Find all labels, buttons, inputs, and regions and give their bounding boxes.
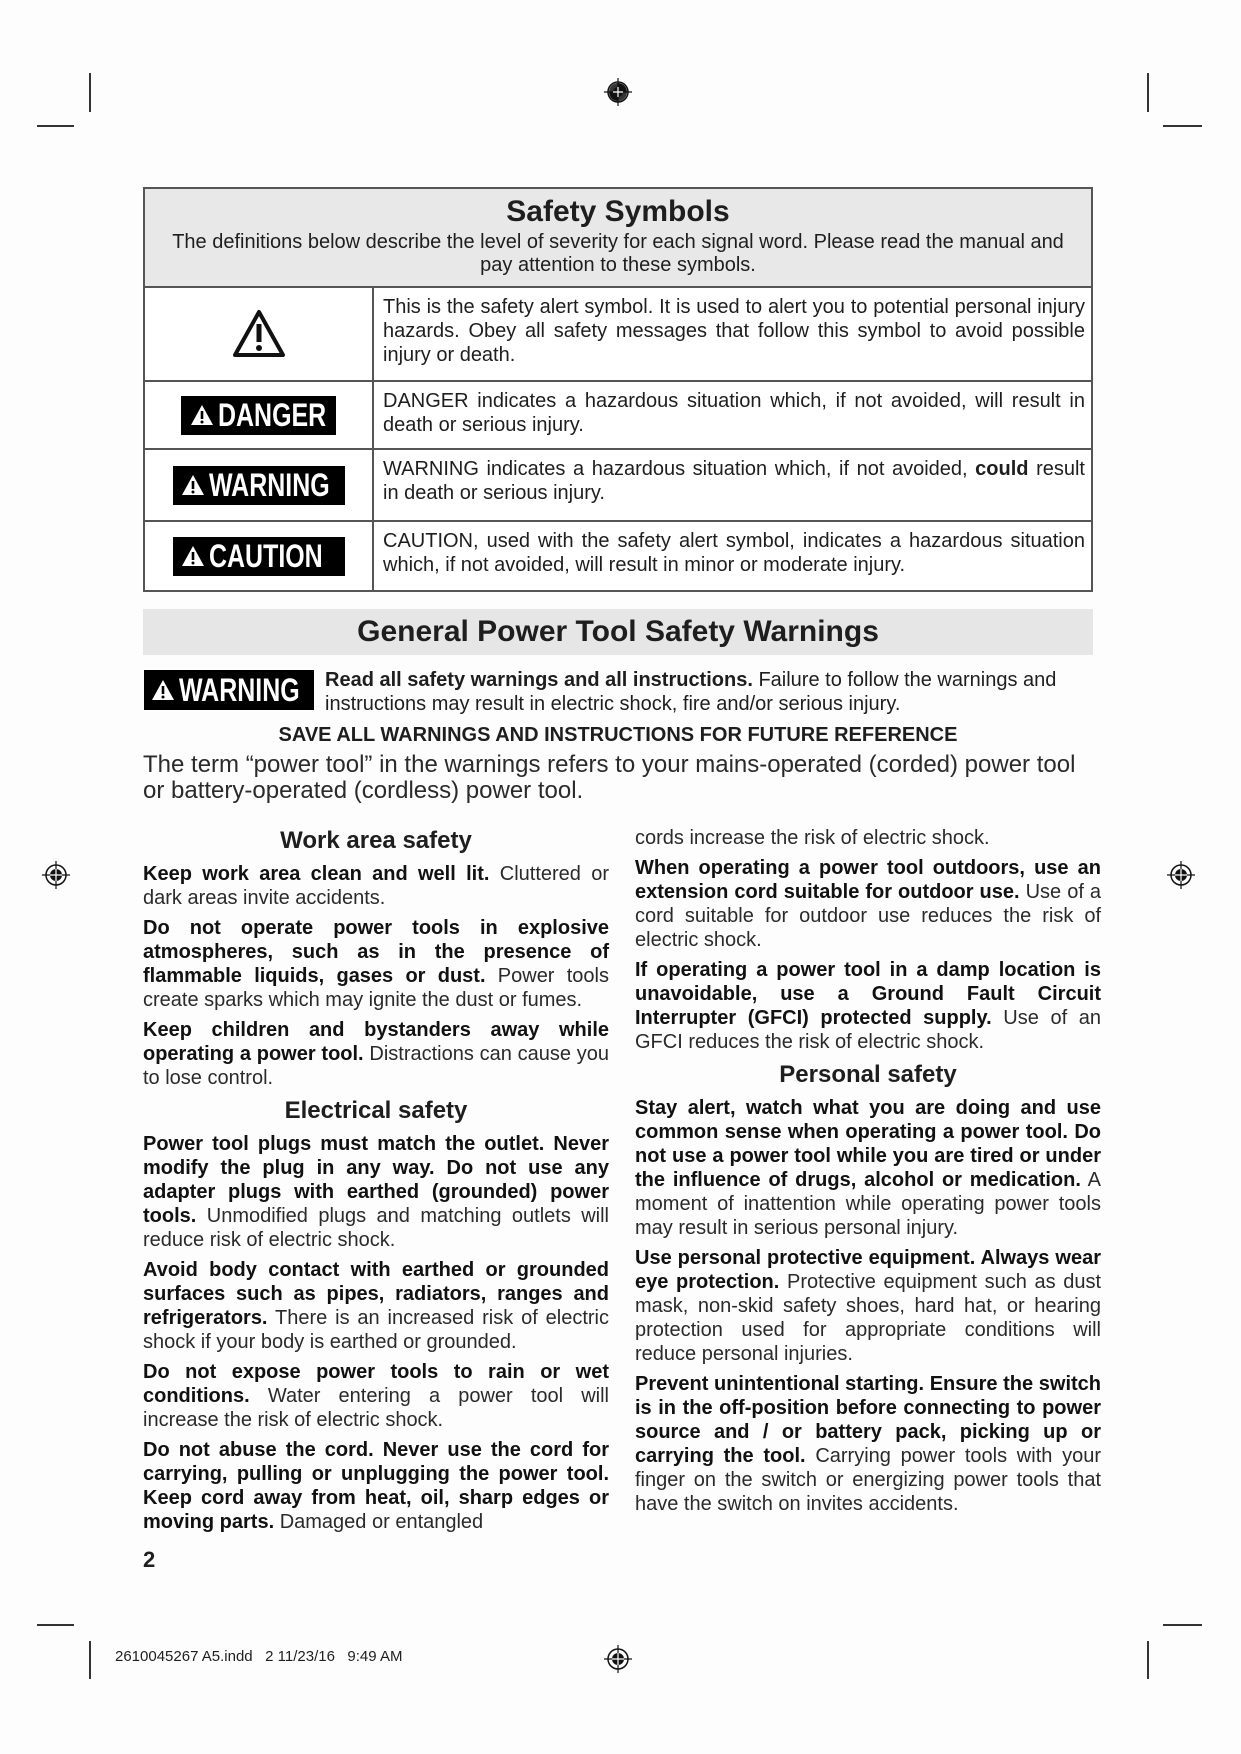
paragraph-text: There is an increased risk of electric shock if your body is earthed or grounded. (143, 1307, 609, 1353)
table-title: Safety Symbols (506, 195, 730, 228)
danger-badge (182, 397, 335, 434)
warning-badge (145, 671, 313, 709)
paragraph-bold: If operating a power tool in a damp location is unavoidable, use a Ground Fault Circuit Interrupter (GFCI) protected supply. (635, 959, 1101, 1029)
crop-mark (1147, 1641, 1149, 1679)
warning-statement (325, 668, 1105, 716)
paragraph-bold: Do not abuse the cord. Never use the cord for carrying, pulling or unplugging the power tool. Keep cord away from heat, oil, sharp edges or moving parts. (143, 1439, 609, 1533)
safety-alert-triangle-icon (231, 308, 287, 360)
symbol-cell (145, 450, 374, 520)
alert-triangle-icon (181, 474, 205, 496)
registration-mark-icon (603, 1644, 633, 1674)
paragraph-text: Unmodified plugs and matching outlets will reduce risk of electric shock. (143, 1205, 610, 1251)
symbol-cell (145, 382, 374, 448)
paragraph-text: Power tools create sparks which may ignite the dust or fumes. (143, 965, 609, 1011)
crop-mark (37, 125, 74, 127)
caution-badge (174, 538, 344, 575)
warning-bold: Read all safety warnings and all instructions. (325, 669, 753, 691)
crop-mark (1163, 125, 1202, 127)
section-title: General Power Tool Safety Warnings (143, 609, 1093, 655)
paragraph-bold: Power tool plugs must match the outlet. Never modify the plug in any way. Do not use any adapter plugs with earthed (grounded) power tools. (143, 1133, 609, 1227)
table-header (145, 189, 1091, 288)
crop-mark (37, 1624, 74, 1626)
registration-mark-icon (603, 77, 633, 107)
registration-mark-icon (1166, 860, 1196, 890)
symbol-definition: CAUTION, used with the safety alert symbol, indicates a hazardous situation which, if not avoided, will result in minor or moderate injury. (383, 530, 1085, 576)
safety-paragraph (635, 958, 1101, 1054)
save-notice: SAVE ALL WARNINGS AND INSTRUCTIONS FOR FUTURE REFERENCE (278, 724, 958, 746)
safety-symbols-table (143, 187, 1093, 592)
safety-paragraph (635, 1246, 1101, 1366)
print-slug: 2610045267 A5.indd 2 11/23/16 9:49 AM (115, 1648, 403, 1665)
paragraph-text: Protective equipment such as dust mask, non-skid safety shoes, hard hat, or hearing protection used for appropriate conditions will reduce personal injuries. (635, 1271, 1101, 1365)
paragraph-bold: Use personal protective equipment. Always wear eye protection. (635, 1247, 1101, 1293)
paragraph-bold: When operating a power tool outdoors, use an extension cord suitable for outdoor use. (635, 857, 1101, 903)
paragraph-bold: Keep work area clean and well lit. (143, 863, 490, 885)
paragraph-text: Carrying power tools with your finger on the switch or energizing power tools that have the switch on invites accidents. (635, 1445, 1102, 1515)
symbol-row-alert (145, 288, 1091, 382)
safety-paragraph (143, 1018, 609, 1090)
table-subtitle: The definitions below describe the level of severity for each signal word. Please read the manual and pay attention to these symbols. (172, 231, 1064, 276)
safety-paragraph (143, 1132, 609, 1252)
safety-paragraph (143, 1258, 609, 1354)
caution-label: CAUTION (208, 537, 323, 574)
symbol-cell (145, 288, 374, 380)
section-heading: Electrical safety (284, 1097, 468, 1124)
paragraph-text: Use of a cord suitable for outdoor use reduces the risk of electric shock. (635, 881, 1102, 951)
definition-text: WARNING indicates a hazardous situation which, if not avoided, (383, 458, 968, 480)
paragraph-bold: Keep children and bystanders away while operating a power tool. (143, 1019, 609, 1065)
definition-text: result in death or serious injury. (383, 458, 1085, 504)
alert-triangle-icon (181, 545, 205, 567)
crop-mark (1163, 1624, 1202, 1626)
alert-triangle-icon (151, 679, 175, 701)
symbol-definition (374, 450, 1091, 520)
safety-paragraph (635, 856, 1101, 952)
crop-mark (89, 73, 91, 112)
page-number: 2 (143, 1547, 156, 1572)
crop-mark (1147, 73, 1149, 112)
alert-triangle-icon (190, 404, 214, 426)
warning-label: WARNING (208, 466, 330, 503)
section-heading: Work area safety (280, 827, 472, 854)
paragraph-bold: Do not expose power tools to rain or wet conditions. (143, 1361, 609, 1407)
paragraph-bold: Stay alert, watch what you are doing and use common sense when operating a power tool. Do not use a power tool while you are tired or under the influence of drugs, alcohol or medication. (635, 1097, 1101, 1191)
safety-paragraph (635, 826, 1101, 850)
paragraph-bold: Avoid body contact with earthed or grounded surfaces such as pipes, radiators, ranges and refrigerators. (143, 1259, 609, 1329)
paragraph-text: Use of an GFCI reduces the risk of electric shock. (635, 1007, 1101, 1053)
safety-paragraph (143, 916, 609, 1012)
definition-emphasis: could (975, 458, 1029, 480)
right-column (635, 826, 1101, 1522)
paragraph-bold: Do not operate power tools in explosive atmospheres, such as in the presence of flammable liquids, gases or dust. (143, 917, 609, 987)
registration-mark-icon (41, 860, 71, 890)
symbol-row-warning (145, 450, 1091, 522)
safety-paragraph (635, 1372, 1101, 1516)
paragraph-text: Distractions can cause you to lose control. (143, 1043, 609, 1089)
symbol-definition: This is the safety alert symbol. It is used to alert you to potential personal injury hazards. Obey all safety messages that follow this symbol to avoid possible injury or death. (383, 296, 1085, 366)
safety-paragraph (143, 862, 609, 910)
paragraph-text: Water entering a power tool will increase the risk of electric shock. (143, 1385, 609, 1431)
safety-paragraph (143, 1438, 609, 1534)
symbol-cell (145, 522, 374, 590)
paragraph-text: cords increase the risk of electric shock. (635, 827, 990, 849)
safety-paragraph (635, 1096, 1101, 1240)
term-note: The term “power tool” in the warnings refers to your mains-operated (corded) power tool or battery-operated (cordless) power tool. (143, 751, 1076, 804)
paragraph-text: A moment of inattention while operating power tools may result in serious personal injury. (635, 1169, 1102, 1239)
paragraph-bold: Prevent unintentional starting. Ensure the switch is in the off-position before connecting to power source and / or battery pack, picking up or carrying the tool. (635, 1373, 1101, 1467)
warning-text: Failure to follow the warnings and instructions may result in electric shock, fire and/or serious injury. (325, 669, 1057, 715)
left-column (143, 826, 609, 1540)
symbol-row-danger (145, 382, 1091, 450)
section-heading: Personal safety (779, 1061, 957, 1088)
safety-paragraph (143, 1360, 609, 1432)
paragraph-text: Damaged or entangled (279, 1511, 484, 1533)
paragraph-text: Cluttered or dark areas invite accidents. (143, 863, 609, 909)
crop-mark (89, 1641, 91, 1679)
symbol-row-caution (145, 522, 1091, 590)
warning-label: WARNING (179, 671, 300, 708)
danger-label: DANGER (217, 396, 326, 433)
symbol-definition: DANGER indicates a hazardous situation which, if not avoided, will result in death or serious injury. (383, 390, 1085, 436)
warning-badge (174, 467, 344, 504)
